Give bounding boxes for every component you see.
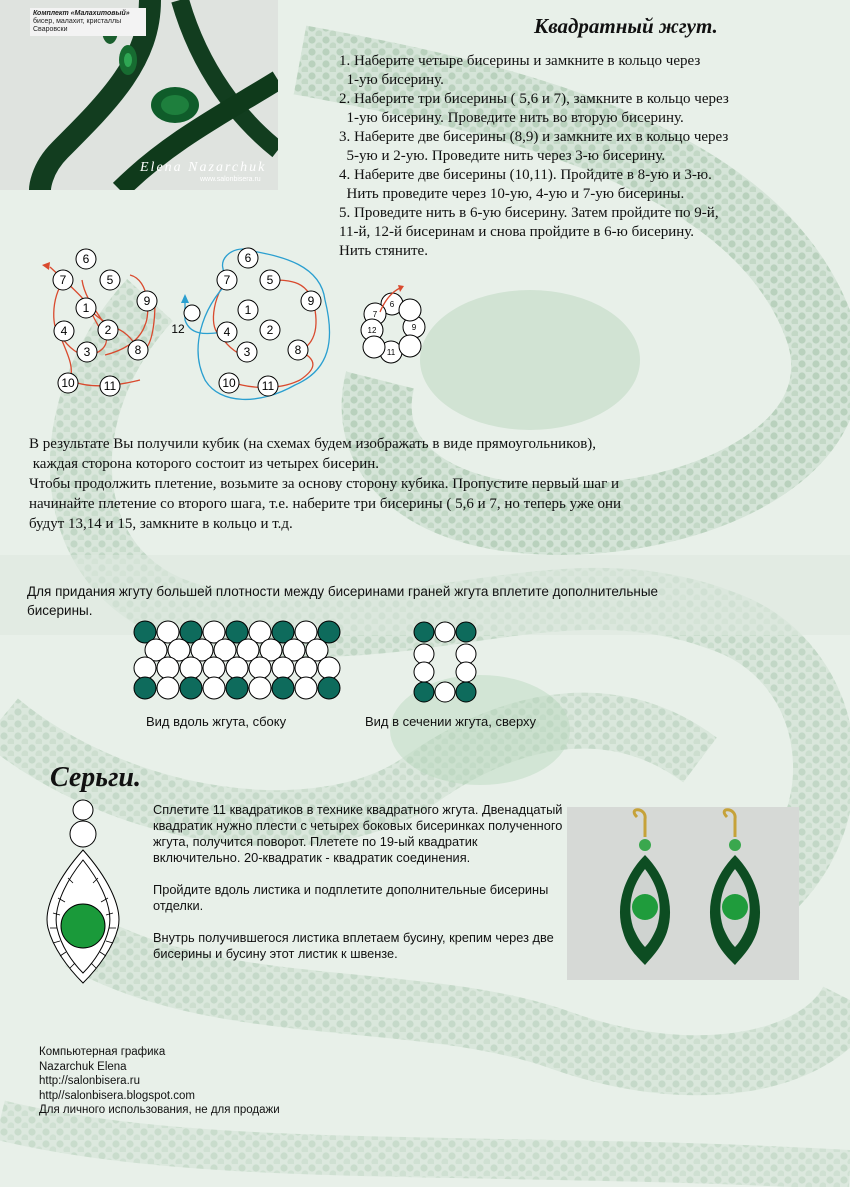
credits [39,1045,280,1118]
step-line: 1-ую бисерину. [339,72,444,88]
step-line: 5-ую и 2-ую. Проведите нить через 3-ю бисерину. [339,148,666,164]
step-line: 11-й, 12-й бисеринам и снова пройдите в 6-ю бисерину. [339,224,695,240]
result-line: В результате Вы получили кубик (на схемах будем изображать в виде прямоугольников), [29,436,597,452]
bead-label: 4 [223,325,231,339]
section-view-diagram [410,620,480,704]
step-line: 5. Проведите нить в 6-ую бисерину. Затем пройдите по 9-й, [339,205,719,221]
bead-label: 1 [82,301,90,315]
bead-label: 1 [244,303,252,317]
bead-label: 8 [294,343,302,357]
diagram-1-beads [53,249,157,396]
bead-label: 5 [266,273,274,287]
bead-label: 10 [61,376,75,390]
step-line: 4. Наберите две бисерины (10,11). Пройдите в 8-ую и 3-ю. [339,167,712,183]
bead-label: 7 [372,310,378,319]
bead-label: 6 [389,300,395,309]
earrings-paragraph: Пройдите вдоль листика и подплетите дополнительные бисерины отделки. [153,882,549,913]
bead-label: 10 [222,376,236,390]
bead-label: 12 [367,326,377,335]
result-line: начинайте плетение со второго шага, т.е. наберите три бисерины ( 5,6 и 7, но теперь уже они [29,496,622,512]
bead-label: 9 [411,323,417,332]
step-line: 3. Наберите две бисерины (8,9) и замкните их в кольцо через [339,129,729,145]
bead-label: 3 [243,345,251,359]
bead-label: 2 [104,323,112,337]
earrings-instructions [153,802,563,978]
earring-diagram [38,798,128,998]
credits-line: Компьютерная графика [39,1046,166,1058]
credits-blog-link[interactable]: http//salonbisera.blogspot.com [39,1089,195,1102]
earrings-photo [567,807,799,980]
credits-license: Для личного использования, не для продажи [39,1104,280,1116]
bead-label: 2 [266,323,274,337]
section-view-caption: Вид в сечении жгута, сверху [365,714,537,729]
photo-caption-materials: бисер, малахит, кристаллы Сваровски [33,18,122,33]
step-line: 1. Наберите четыре бисерины и замкните в кольцо через [339,53,701,69]
earrings-title: Серьги. [50,762,141,793]
bead-label: 9 [143,294,151,308]
bead-label: 11 [386,348,396,357]
page-title: Квадратный жгут. [534,14,718,38]
step-line: 2. Наберите три бисерины ( 5,6 и 7), замкните в кольцо через [339,91,729,107]
density-line: бисерины. [27,603,93,618]
result-line: каждая сторона которого состоит из четырех бисерин. [29,456,380,472]
bead-label: 7 [59,273,67,287]
necklace-photo [0,0,278,190]
bead-label: 7 [223,273,231,287]
bead-label: 4 [60,324,68,338]
bead-diagrams [30,240,450,415]
step-line: Нить стяните. [339,243,428,259]
bead-label: 5 [106,273,114,287]
diagram-2-thread [185,249,330,399]
credits-site-link[interactable]: http://salonbisera.ru [39,1075,141,1087]
bead-label: 8 [134,343,142,357]
bead-label: 6 [244,251,252,265]
photo-site: www.salonbisera.ru [200,176,261,183]
step-line: Нить проведите через 10-ую, 4-ую и 7-ую бисерины. [339,186,685,202]
bead-label: 6 [82,252,90,266]
earrings-paragraph: Внутрь получившегося листика вплетаем бусину, крепим через две бисерины и бусину этот листик к швензе. [153,930,554,961]
result-line: Чтобы продолжить плетение, возьмите за основу сторону кубика. Пропустите первый шаг и [29,476,620,492]
bead-label: 12 [171,322,185,336]
diagram-3-beads [361,293,425,363]
density-paragraph [27,582,787,620]
diagram-2-beads [171,248,321,396]
bead-label: 3 [83,345,91,359]
bead-label: 11 [103,379,117,393]
credits-author: Nazarchuk Elena [39,1060,127,1073]
side-view-diagram [130,620,350,704]
photo-caption [30,8,146,36]
result-line: будут 13,14 и 15, замкните в кольцо и т.д. [29,516,293,532]
photo-caption-title: Комплект «Малахитовый» [33,10,130,17]
earrings-paragraph: Сплетите 11 квадратиков в технике квадратного жгута. Двенадцатый квадратик нужно плести с четырех боковых бисеринках полученного жгута, получится поворот. Плетете по 19-ый квадратик включительно. 20-квадратик - квадратик соединения. [153,802,563,865]
instruction-steps [339,52,809,261]
bead-label: 11 [261,379,275,393]
bead-label: 9 [307,294,315,308]
photo-signature: Elena Nazarchuk [140,160,267,175]
density-line: Для придания жгуту большей плотности между бисеринами граней жгута вплетите дополнительные [27,584,659,599]
side-view-caption: Вид вдоль жгута, сбоку [146,714,287,729]
step-line: 1-ую бисерину. Проведите нить во вторую бисерину. [339,110,684,126]
result-paragraph [29,434,749,534]
